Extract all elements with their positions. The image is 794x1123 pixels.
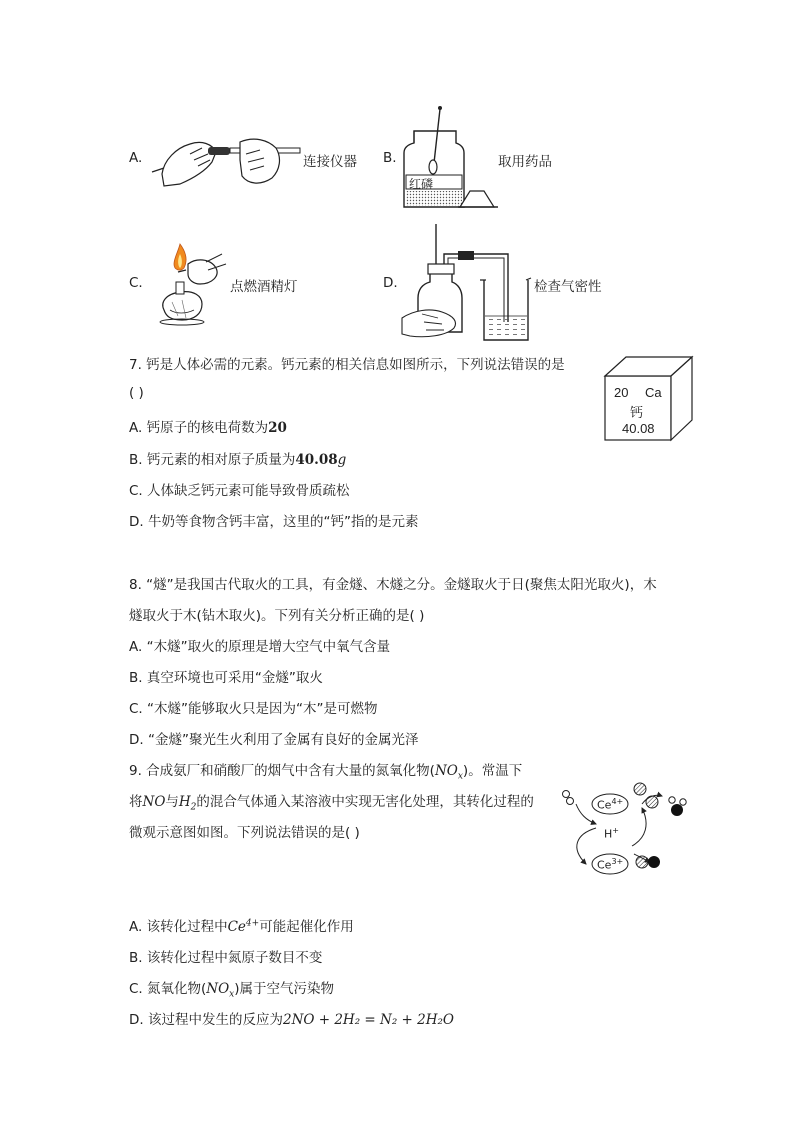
proton-text: H bbox=[604, 827, 613, 841]
q7-option-a-text: A. 钙原子的核电荷数为 bbox=[129, 420, 269, 436]
q9-stem-line2 bbox=[129, 790, 534, 813]
q8-option-d[interactable]: D. “金燧”聚光生火利用了金属有良好的金属光泽 bbox=[129, 732, 419, 748]
q9-stem-line3: 微观示意图如图。下列说法错误的是( ) bbox=[129, 825, 360, 841]
ce3-charge: 3+ bbox=[611, 857, 624, 866]
q8-option-a[interactable]: A. “木燧”取火的原理是增大空气中氧气含量 bbox=[129, 639, 391, 655]
q9-line1-end: )。常温下 bbox=[462, 763, 523, 779]
q6-option-c-text: 点燃酒精灯 bbox=[230, 279, 298, 295]
q6-option-b-letter: B. bbox=[383, 150, 397, 166]
q6-option-d-letter: D. bbox=[383, 275, 398, 291]
q9-option-c-sub: x bbox=[229, 989, 235, 1000]
q9-line2-start: 将 bbox=[129, 794, 143, 810]
q9-option-a[interactable] bbox=[129, 915, 354, 935]
bottle-label: 红磷 bbox=[409, 177, 434, 191]
q7-stem-line2: ( ) bbox=[129, 385, 144, 401]
q9-line1-sub: x bbox=[457, 771, 463, 782]
q6-option-b-text: 取用药品 bbox=[498, 154, 552, 170]
q9-line2-formula-h: H bbox=[178, 794, 191, 810]
q9-option-c-formula: NO bbox=[206, 981, 230, 997]
q9-line2-and: 与 bbox=[165, 794, 179, 810]
q7-stem-line1: 7. 钙是人体必需的元素。钙元素的相关信息如图所示，下列说法错误的是 bbox=[129, 357, 565, 373]
q9-line1-text: 9. 合成氨厂和硝酸厂的烟气中含有大量的氮氧化物( bbox=[129, 763, 435, 779]
q9-option-a-text: A. 该转化过程中 bbox=[129, 919, 228, 935]
q9-line2-sub: 2 bbox=[190, 802, 197, 813]
q9-option-d-text: D. 该过程中发生的反应为 bbox=[129, 1012, 283, 1028]
q9-stem-line1 bbox=[129, 759, 522, 782]
q8-option-c[interactable]: C. “木燧”能够取火只是因为“木”是可燃物 bbox=[129, 701, 378, 717]
q7-option-d[interactable]: D. 牛奶等食物含钙丰富，这里的“钙”指的是元素 bbox=[129, 514, 419, 530]
q7-option-b-text: B. 钙元素的相对原子质量为 bbox=[129, 452, 296, 468]
q7-option-b[interactable] bbox=[129, 448, 346, 468]
q8-option-b[interactable]: B. 真空环境也可采用“金燧”取火 bbox=[129, 670, 323, 686]
q9-line2-end: 的混合气体通入某溶液中实现无害化处理，其转化过程的 bbox=[196, 794, 534, 810]
q9-option-a-charge: 4+ bbox=[245, 918, 260, 929]
ce4-text: Ce bbox=[597, 798, 612, 812]
q9-line1-formula: NO bbox=[434, 763, 458, 779]
element-symbol: Ca bbox=[645, 385, 662, 400]
q9-option-a-end: 可能起催化作用 bbox=[259, 919, 354, 935]
reagent-bottle-illustration bbox=[400, 103, 500, 211]
q9-option-d[interactable] bbox=[129, 1008, 454, 1028]
q7-option-c[interactable]: C. 人体缺乏钙元素可能导致骨质疏松 bbox=[129, 483, 350, 499]
q8-stem-line2: 燧取火于木(钻木取火)。下列有关分析正确的是( ) bbox=[129, 608, 425, 624]
q9-option-d-equation: 2NO + 2H₂ = N₂ + 2H₂O bbox=[282, 1012, 454, 1028]
proton-charge: + bbox=[612, 826, 619, 835]
element-name: 钙 bbox=[630, 406, 644, 421]
ce4-charge: 4+ bbox=[611, 797, 624, 806]
ce3-ion-label bbox=[597, 857, 623, 872]
q9-option-c-end: )属于空气污染物 bbox=[234, 981, 335, 997]
reaction-cycle-diagram bbox=[556, 784, 696, 876]
q9-line2-formula-no: NO bbox=[142, 794, 166, 810]
q6-option-c-letter: C. bbox=[129, 275, 143, 291]
q6-option-a-text: 连接仪器 bbox=[303, 154, 357, 170]
element-atomic-mass: 40.08 bbox=[622, 421, 655, 436]
ce3-text: Ce bbox=[597, 858, 612, 872]
q9-option-a-formula: Ce bbox=[227, 919, 246, 935]
q6-option-a-letter: A. bbox=[129, 150, 143, 166]
q8-stem-line1: 8. “燧”是我国古代取火的工具，有金燧、木燧之分。金燧取火于日(聚焦太阳光取火)，木 bbox=[129, 577, 657, 593]
connect-apparatus-illustration bbox=[150, 132, 302, 188]
element-atomic-number: 20 bbox=[614, 385, 629, 400]
q7-option-b-unit: g bbox=[337, 452, 347, 468]
q9-option-c[interactable] bbox=[129, 977, 334, 1000]
q9-option-b[interactable]: B. 该转化过程中氮原子数目不变 bbox=[129, 950, 323, 966]
q7-option-a[interactable] bbox=[129, 416, 287, 436]
airtightness-check-illustration bbox=[400, 222, 532, 346]
alcohol-lamp-illustration bbox=[150, 240, 232, 330]
q9-option-c-text: C. 氮氧化物( bbox=[129, 981, 207, 997]
q7-option-b-number: 40.08 bbox=[295, 452, 338, 468]
q7-option-a-number: 20 bbox=[268, 420, 287, 436]
proton-label bbox=[604, 826, 619, 841]
ce4-ion-label bbox=[597, 797, 623, 812]
q6-option-d-text: 检查气密性 bbox=[534, 279, 602, 295]
